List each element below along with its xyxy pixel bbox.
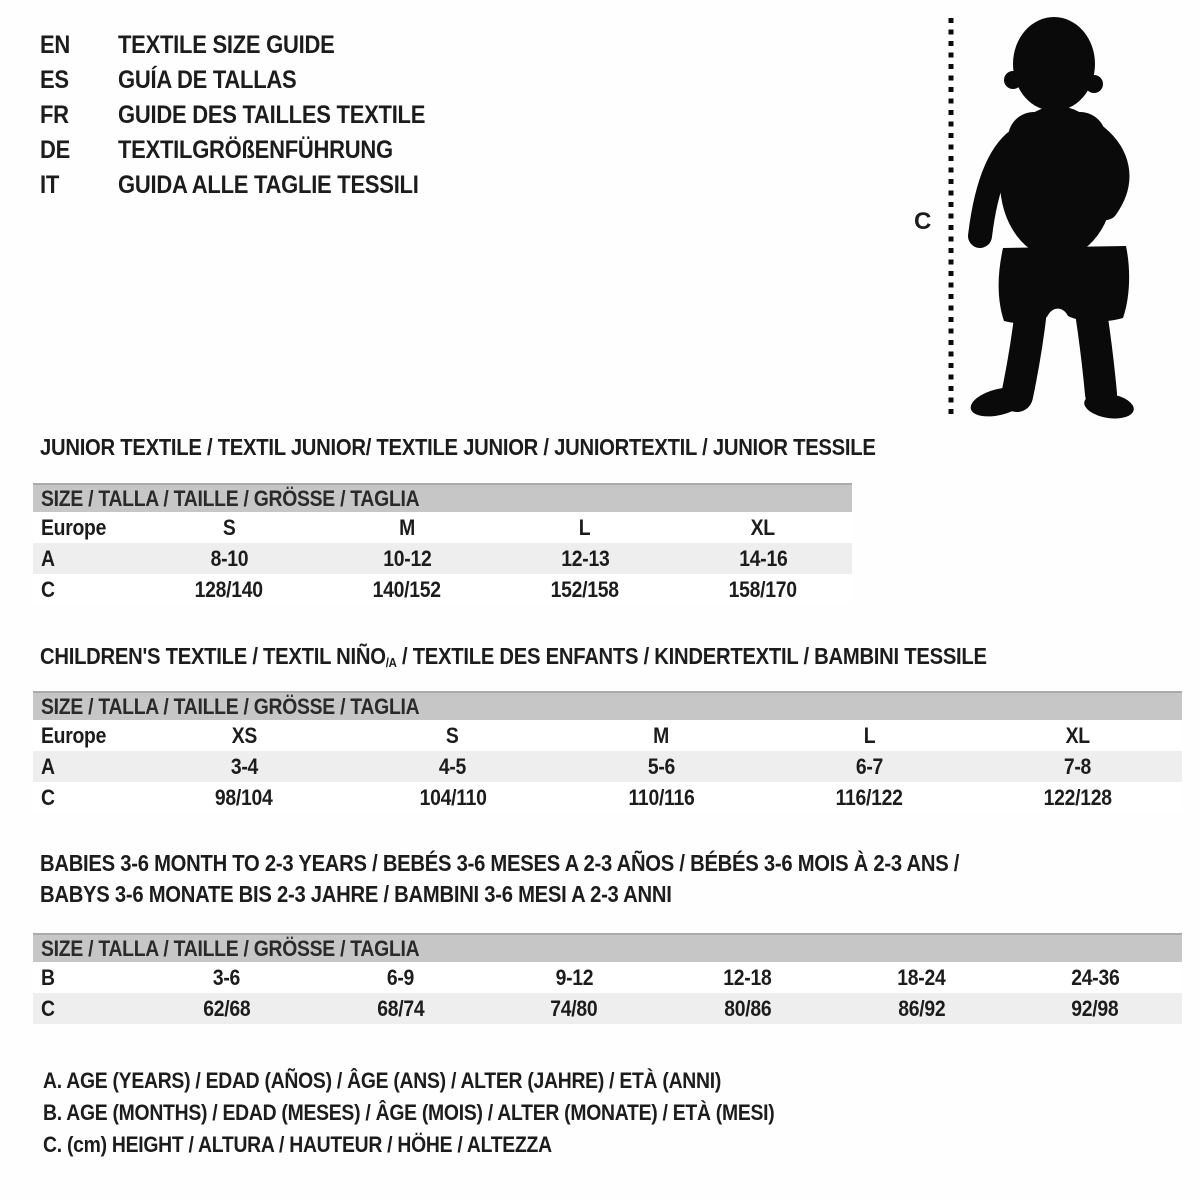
- language-row-it: [40, 168, 467, 203]
- height-cell: 104/110: [419, 784, 487, 810]
- table-row-height-cm: [33, 574, 852, 605]
- legend: [43, 1065, 874, 1161]
- height-marker-label: C: [914, 208, 932, 235]
- guide-title-de: TEXTILGRÖßENFÜHRUNG: [118, 136, 393, 164]
- age-cell: 3-4: [230, 753, 258, 779]
- language-code: ES: [40, 66, 69, 94]
- age-cell: 6-9: [386, 964, 415, 990]
- guide-title-es: GUÍA DE TALLAS: [118, 66, 297, 94]
- height-cell: 92/98: [1071, 995, 1119, 1021]
- legend-line-c: C. (cm) HEIGHT / ALTURA / HAUTEUR / HÖHE / ALTEZZA: [43, 1132, 552, 1157]
- row-label: A: [41, 753, 55, 779]
- height-cell: 158/170: [728, 576, 798, 602]
- table-row-europe: [33, 720, 1182, 751]
- age-cell: 9-12: [555, 964, 594, 990]
- age-cell: 10-12: [382, 545, 432, 571]
- row-label: C: [41, 576, 55, 602]
- age-cell: 3-6: [213, 964, 241, 990]
- toddler-silhouette-icon: [900, 0, 1200, 440]
- children-section-title: CHILDREN'S TEXTILE / TEXTIL $NIÑO_{/A}$ / TEXTILE DES ENFANTS / KINDERTEXTIL / BAMBINI TESSILE: [40, 643, 987, 670]
- row-label: B: [41, 964, 55, 990]
- guide-title-en: TEXTILE SIZE GUIDE: [118, 31, 335, 59]
- row-label: C: [41, 995, 55, 1021]
- row-label: Europe: [41, 722, 107, 748]
- size-cell: XS: [231, 722, 257, 748]
- language-code: FR: [40, 101, 69, 129]
- age-cell: 14-16: [738, 545, 788, 571]
- height-cell: 110/116: [628, 784, 695, 810]
- height-cell: 68/74: [376, 995, 425, 1021]
- size-table-header: SIZE / TALLA / TAILLE / GRÖSSE / TAGLIA: [33, 933, 1182, 962]
- height-cell: 62/68: [203, 995, 251, 1021]
- junior-size-table: [33, 483, 852, 605]
- height-measure-figure: [900, 0, 1200, 440]
- language-title-list: [40, 28, 467, 203]
- height-cell: 98/104: [215, 784, 274, 810]
- age-cell: 18-24: [897, 964, 946, 990]
- age-cell: 4-5: [439, 753, 467, 779]
- babies-title-line1: BABIES 3-6 MONTH TO 2-3 YEARS / BEBÉS 3-6 MESES A 2-3 AÑOS / BÉBÉS 3-6 MOIS À 2-3 ANS /: [40, 850, 960, 876]
- babies-section-title: [40, 848, 1085, 910]
- nino-a-subscript: /A: [385, 655, 397, 670]
- language-code: DE: [40, 136, 71, 164]
- age-cell: 12-18: [723, 964, 772, 990]
- size-cell: S: [446, 722, 459, 748]
- babies-title-line2: BABYS 3-6 MONATE BIS 2-3 JAHRE / BAMBINI 3-6 MESI A 2-3 ANNI: [40, 881, 672, 907]
- table-row-age-years: [33, 751, 1182, 782]
- height-cell: 86/92: [897, 995, 946, 1021]
- height-cell: 128/140: [194, 576, 264, 602]
- guide-title-it: GUIDA ALLE TAGLIE TESSILI: [118, 171, 419, 199]
- age-cell: 6-7: [855, 753, 884, 779]
- language-row-es: [40, 63, 467, 98]
- legend-line-b: B. AGE (MONTHS) / EDAD (MESES) / ÂGE (MOIS) / ALTER (MONATE) / ETÀ (MESI): [43, 1100, 775, 1125]
- height-cell: 80/86: [724, 995, 772, 1021]
- legend-line-a: A. AGE (YEARS) / EDAD (AÑOS) / ÂGE (ANS) / ALTER (JAHRE) / ETÀ (ANNI): [43, 1068, 722, 1093]
- table-row-europe: [33, 512, 852, 543]
- height-cell: 116/122: [835, 784, 903, 810]
- children-size-table: [33, 691, 1182, 813]
- height-cell: 140/152: [372, 576, 442, 602]
- row-label: Europe: [41, 514, 107, 540]
- height-cell: 152/158: [550, 576, 620, 602]
- age-cell: 24-36: [1071, 964, 1120, 990]
- size-table-header: SIZE / TALLA / TAILLE / GRÖSSE / TAGLIA: [33, 483, 852, 512]
- junior-section-title: JUNIOR TEXTILE / TEXTIL JUNIOR/ TEXTILE JUNIOR / JUNIORTEXTIL / JUNIOR TESSILE: [40, 434, 876, 460]
- table-row-height-cm: [33, 782, 1182, 813]
- guide-title-fr: GUIDE DES TAILLES TEXTILE: [118, 101, 426, 129]
- size-cell: XL: [750, 514, 776, 540]
- row-label: A: [41, 545, 55, 571]
- age-cell: 12-13: [560, 545, 610, 571]
- size-cell: L: [579, 514, 591, 540]
- language-row-de: [40, 133, 467, 168]
- language-code: EN: [40, 31, 71, 59]
- language-row-en: [40, 28, 467, 63]
- size-cell: S: [222, 514, 236, 540]
- size-cell: L: [863, 722, 876, 748]
- language-code: IT: [40, 171, 60, 199]
- size-cell: M: [399, 514, 415, 540]
- age-cell: 5-6: [647, 753, 675, 779]
- age-cell: 8-10: [210, 545, 248, 571]
- size-cell: M: [653, 722, 669, 748]
- babies-size-table: [33, 933, 1182, 1024]
- table-row-age-years: [33, 543, 852, 574]
- table-row-age-months: [33, 962, 1182, 993]
- height-cell: 122/128: [1043, 784, 1112, 810]
- size-table-header: SIZE / TALLA / TAILLE / GRÖSSE / TAGLIA: [33, 691, 1182, 720]
- language-row-fr: [40, 98, 467, 133]
- row-label: C: [41, 784, 55, 810]
- age-cell: 7-8: [1064, 753, 1092, 779]
- table-row-height-cm: [33, 993, 1182, 1024]
- size-cell: XL: [1065, 722, 1090, 748]
- height-cell: 74/80: [550, 995, 598, 1021]
